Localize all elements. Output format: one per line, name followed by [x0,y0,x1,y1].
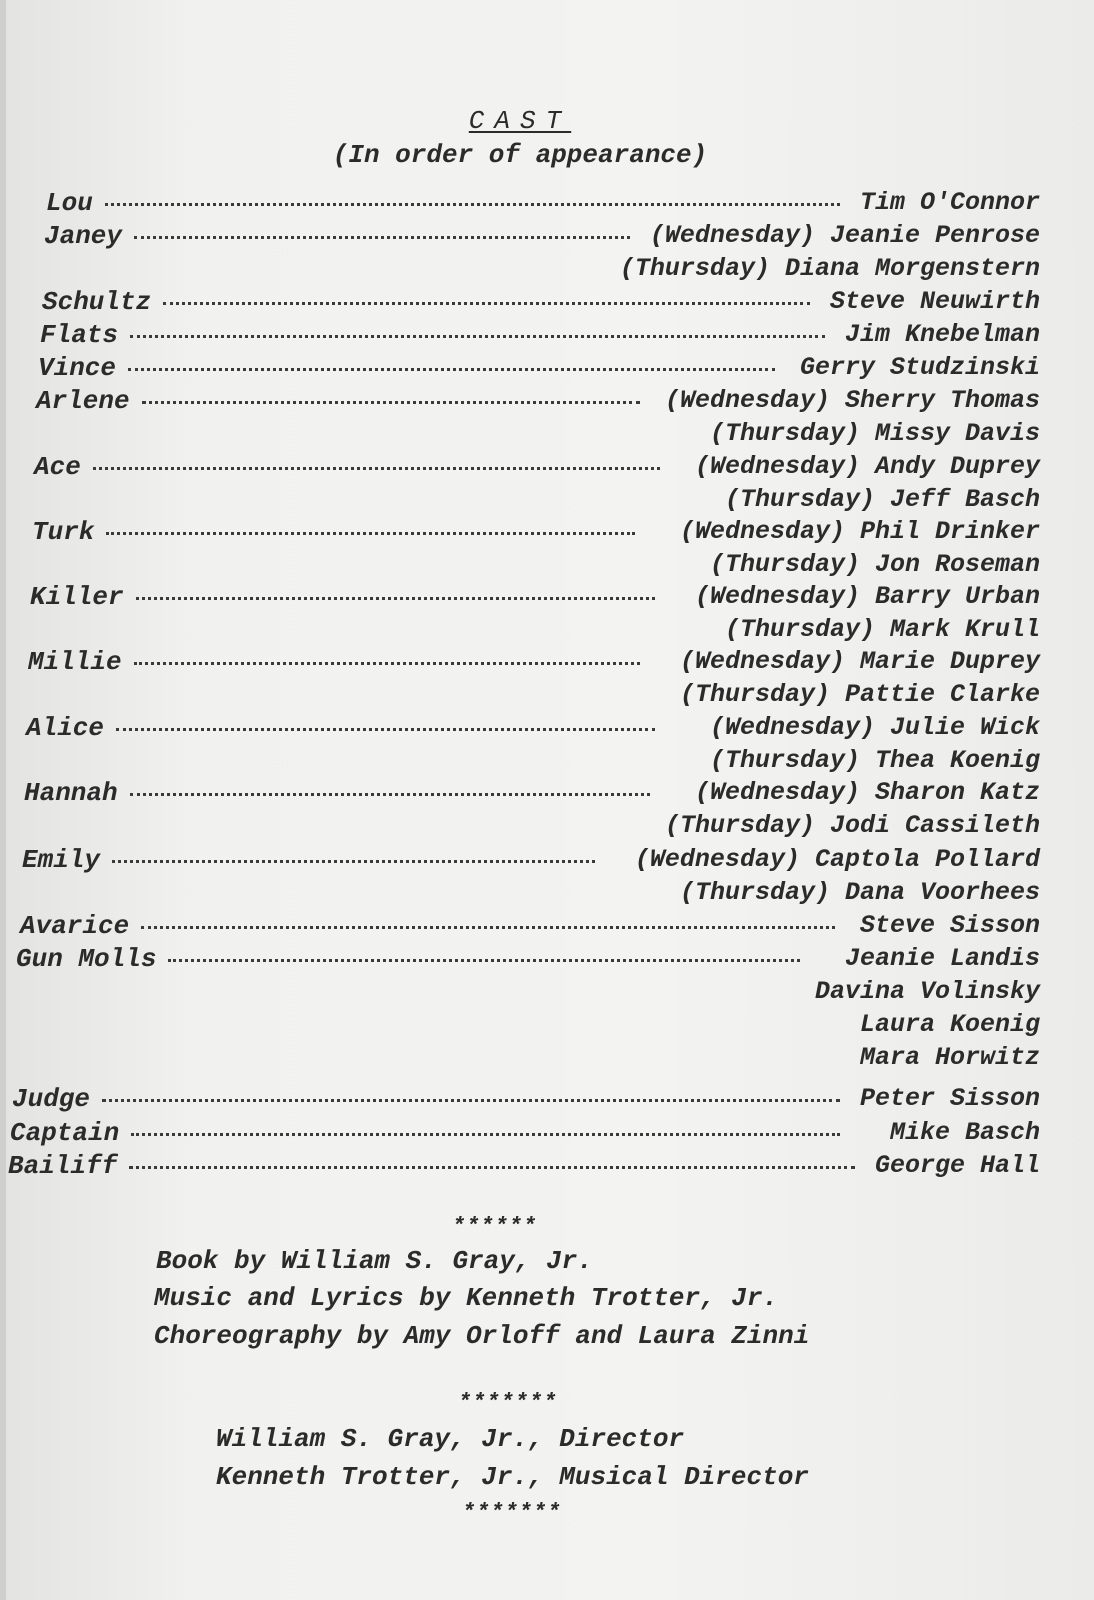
role-name: Gun Molls [16,944,157,974]
dot-leader [163,302,810,305]
performer-name: (Wednesday) Andy Duprey [694,452,1040,481]
cast-entry [0,320,1094,353]
dot-leader [131,1133,840,1136]
role-name: Ace [34,452,81,482]
role-name: Arlene [36,386,130,416]
role-name: Turk [32,517,95,547]
performer-name: (Wednesday) Julie Wick [709,713,1040,742]
performer-name: (Wednesday) Jeanie Penrose [649,221,1040,250]
performer-name: (Wednesday) Barry Urban [694,582,1040,611]
role-name: Judge [12,1084,91,1114]
performer-name: (Wednesday) Sharon Katz [694,778,1040,807]
performer-name: (Wednesday) Marie Duprey [679,647,1040,676]
role-name: Hannah [24,778,118,808]
separator: ******* [462,1500,562,1525]
dot-leader [116,728,655,731]
dot-leader [112,860,595,863]
performer-name: Jim Knebelman [844,320,1040,349]
cast-title: CAST [468,106,572,136]
role-name: Killer [30,582,124,612]
role-name: Lou [46,188,93,218]
role-name: Bailiff [8,1151,118,1181]
choreography-credit: Choreography by Amy Orloff and Laura Zinni [154,1321,810,1351]
performer-name: (Thursday) Thea Koenig [709,746,1040,775]
dot-leader [130,793,650,796]
music-lyrics-credit: Music and Lyrics by Kenneth Trotter, Jr. [154,1283,779,1313]
performer-name: Jeanie Landis [844,944,1040,973]
performer-name: (Thursday) Missy Davis [709,419,1040,448]
performer-name: (Thursday) Jon Roseman [709,550,1040,579]
performer-name: (Thursday) Jodi Cassileth [664,811,1040,840]
cast-entry [0,778,1094,844]
role-name: Flats [40,320,119,350]
cast-entry [0,582,1094,648]
cast-entry [0,944,1094,1076]
cast-entry [0,845,1094,911]
performer-name: (Wednesday) Captola Pollard [634,845,1040,874]
cast-entry [0,713,1094,779]
performer-name: (Thursday) Jeff Basch [724,485,1040,514]
performer-name: Laura Koenig [859,1010,1040,1039]
dot-leader [141,926,835,929]
performer-name: Steve Sisson [859,911,1040,940]
dot-leader [134,236,630,239]
separator: ******* [458,1390,558,1415]
performer-name: (Wednesday) Sherry Thomas [664,386,1040,415]
dot-leader [136,597,655,600]
dot-leader [134,662,640,665]
role-name: Schultz [42,287,152,317]
cast-entry [0,353,1094,386]
cast-entry [0,221,1094,287]
role-name: Avarice [20,911,130,941]
performer-name: (Thursday) Mark Krull [724,615,1040,644]
dot-leader [105,203,840,206]
cast-entry [0,452,1094,518]
performer-name: Steve Neuwirth [829,287,1040,316]
dot-leader [130,335,825,338]
performer-name: (Thursday) Dana Voorhees [679,878,1040,907]
separator: ****** [452,1214,538,1239]
cast-entry [0,517,1094,583]
performer-name: Mara Horwitz [859,1043,1040,1072]
performer-name: Tim O'Connor [859,188,1040,217]
cast-entry [0,911,1094,944]
cast-entry [0,386,1094,452]
musical-director-credit: Kenneth Trotter, Jr., Musical Director [216,1462,809,1492]
director-credit: William S. Gray, Jr., Director [216,1424,685,1454]
performer-name: (Wednesday) Phil Drinker [679,517,1040,546]
performer-name: Mike Basch [889,1118,1040,1147]
dot-leader [142,401,640,404]
role-name: Janey [44,221,123,251]
dot-leader [93,467,660,470]
dot-leader [102,1099,840,1102]
performer-name: (Thursday) Diana Morgenstern [619,254,1040,283]
cast-entry [0,287,1094,320]
performer-name: Gerry Studzinski [799,353,1040,382]
cast-entry [0,647,1094,713]
performer-name: George Hall [874,1151,1040,1180]
dot-leader [129,1166,855,1169]
cast-subtitle: (In order of appearance) [332,140,708,170]
role-name: Millie [28,647,122,677]
dot-leader [128,368,775,371]
cast-entry [0,188,1094,221]
role-name: Emily [22,845,101,875]
role-name: Vince [38,353,117,383]
performer-name: (Thursday) Pattie Clarke [679,680,1040,709]
performer-name: Davina Volinsky [814,977,1040,1006]
performer-name: Peter Sisson [859,1084,1040,1113]
book-credit: Book by William S. Gray, Jr. [156,1246,593,1276]
role-name: Alice [26,713,105,743]
cast-entry [0,1084,1094,1117]
cast-entry [0,1151,1094,1184]
role-name: Captain [10,1118,120,1148]
dot-leader [106,532,635,535]
cast-entry [0,1118,1094,1151]
dot-leader [168,959,800,962]
